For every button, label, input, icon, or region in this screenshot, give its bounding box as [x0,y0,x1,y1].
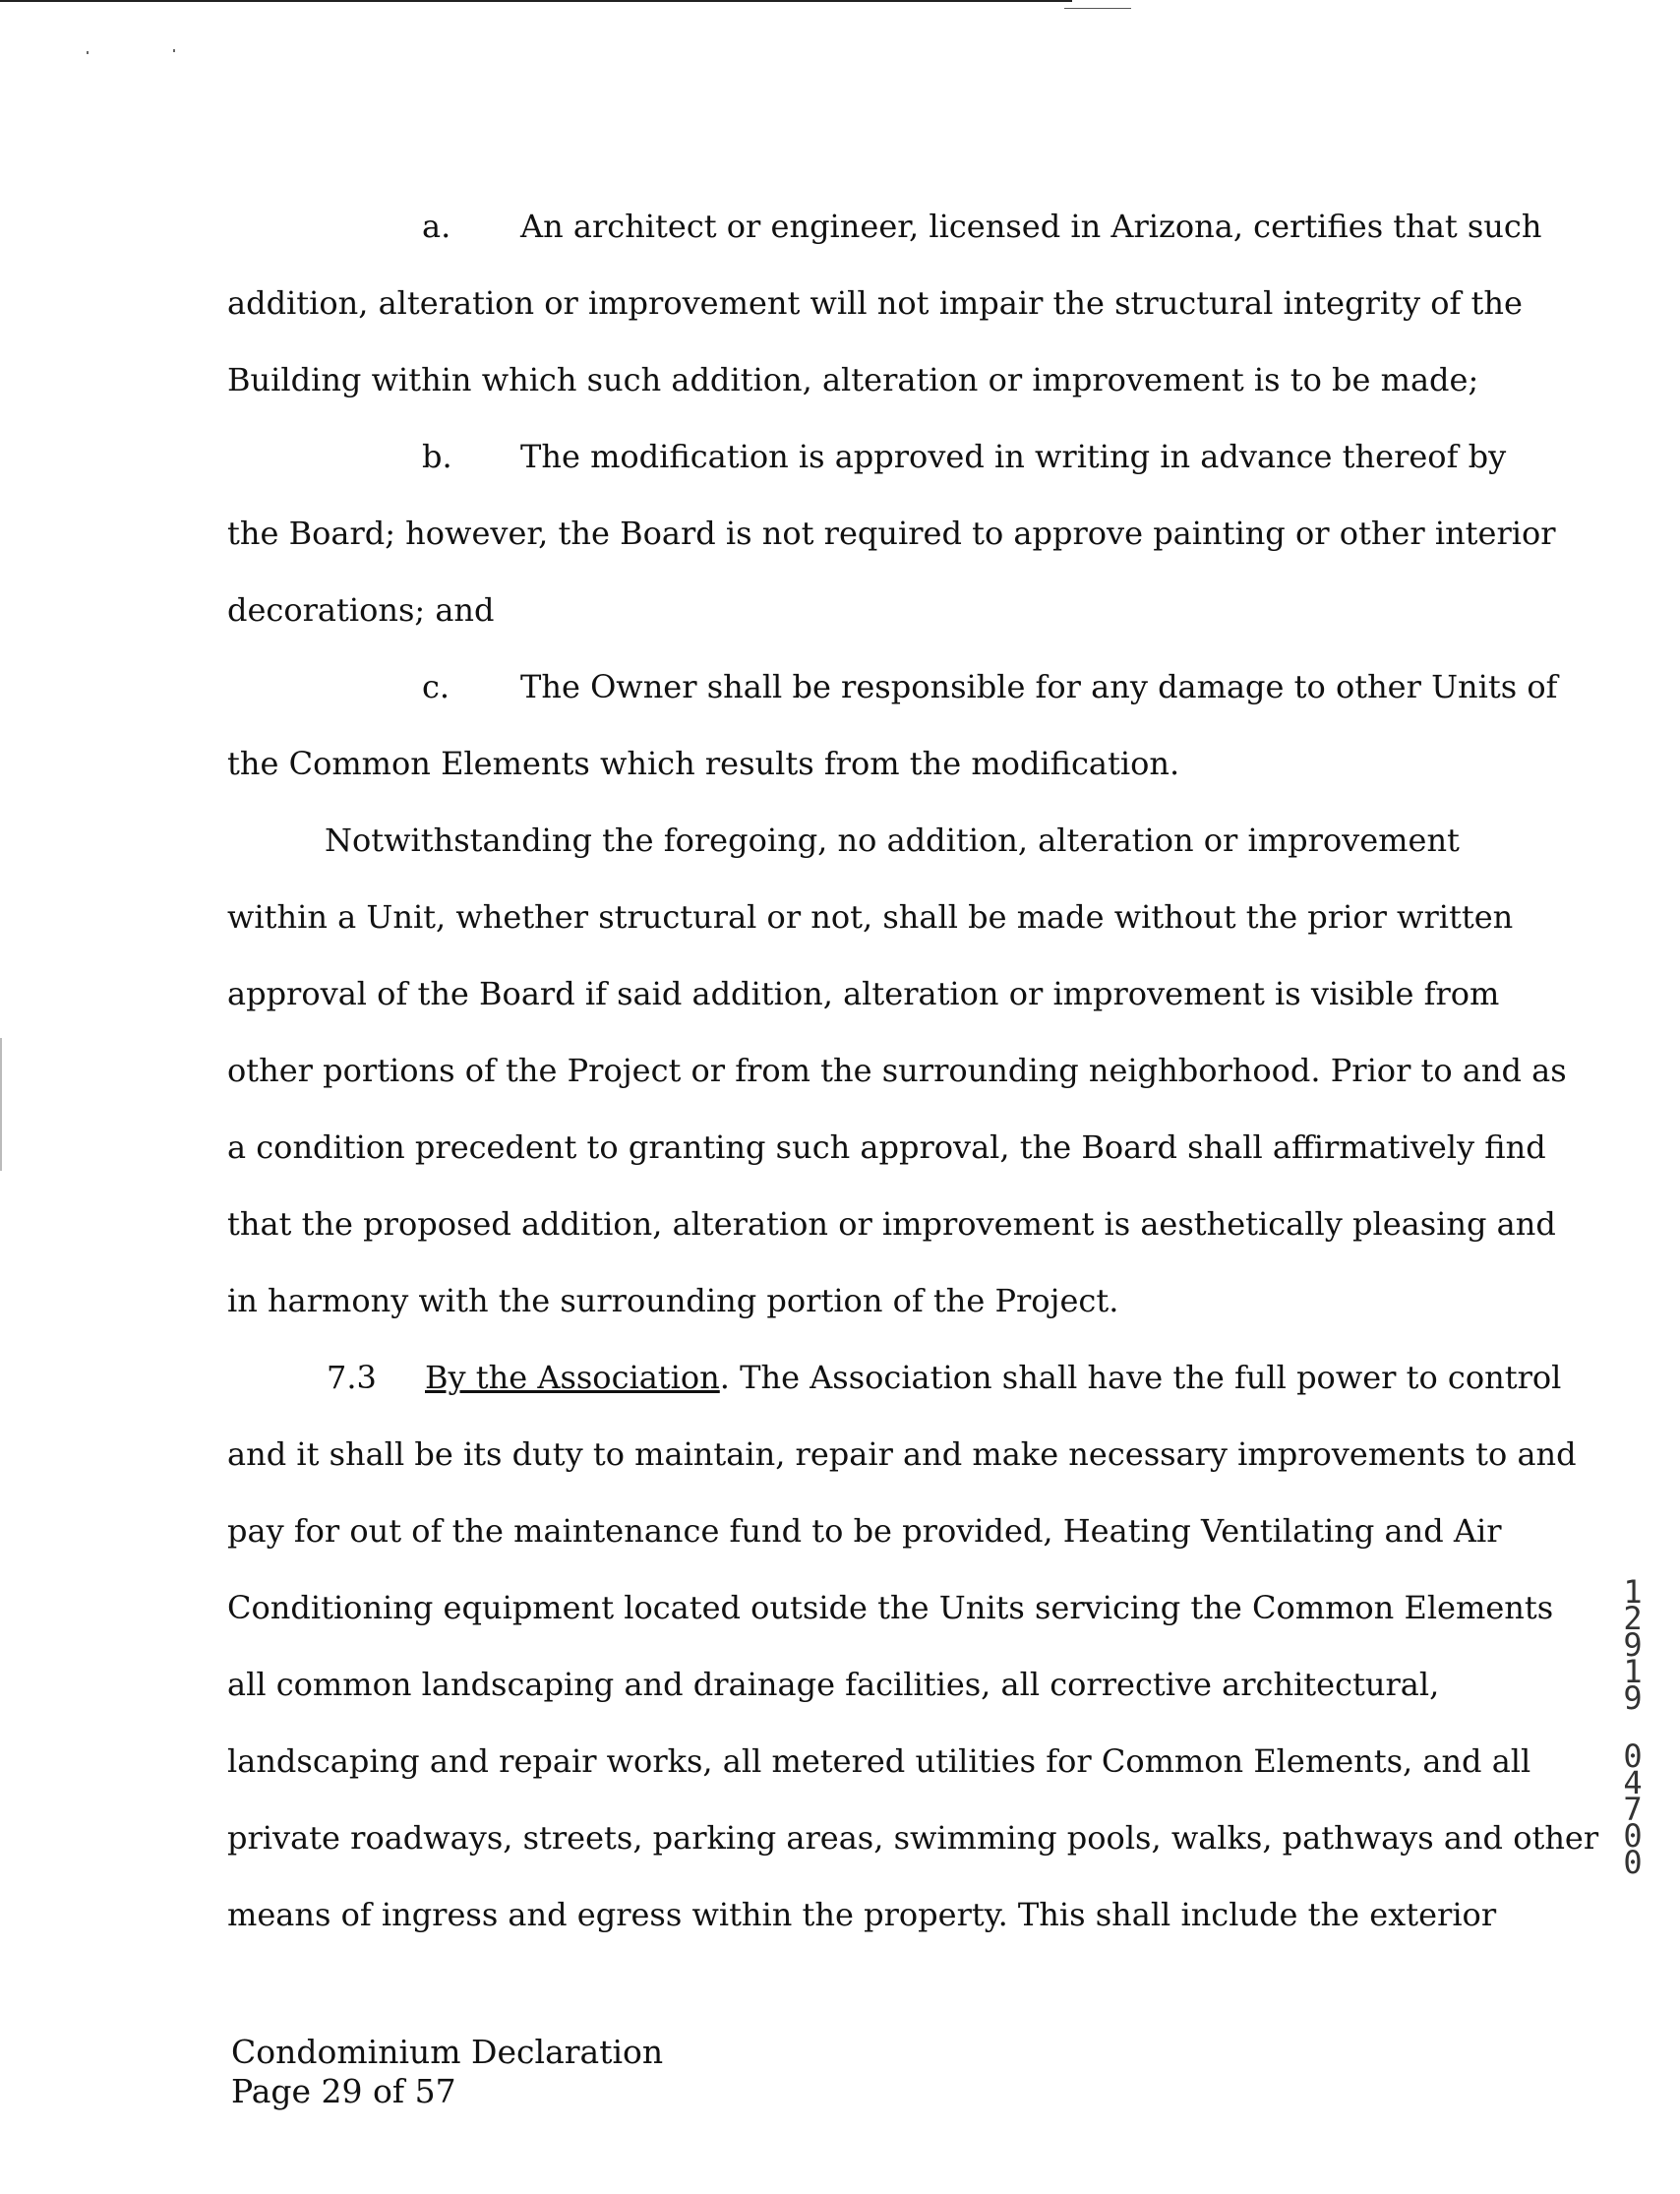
stamp-digit: 2 [1623,1600,1643,1637]
section-line: and it shall be its duty to maintain, repair and make necessary improvements to and [227,1435,1577,1473]
item-b-line: the Board; however, the Board is not required to approve painting or other interior [227,515,1556,552]
section-line: pay for out of the maintenance fund to be provided, Heating Ventilating and Air [227,1512,1502,1550]
top-scan-mark [1064,8,1131,9]
section-line: Conditioning equipment located outside the Units servicing the Common Elements [227,1589,1554,1626]
section-heading-rest: . The Association shall have the full power to control [719,1359,1562,1396]
section-heading-line [425,1358,1562,1397]
section-heading: By the Association [425,1359,720,1396]
scan-speck [173,49,175,52]
item-a-line: addition, alteration or improvement will not impair the structural integrity of the [227,284,1523,322]
item-c-marker: c. [422,668,450,705]
notwithstanding-line: other portions of the Project or from the surrounding neighborhood. Prior to and as [227,1052,1567,1089]
notwithstanding-line: in harmony with the surrounding portion of the Project. [227,1282,1119,1319]
item-b-line: decorations; and [227,591,495,629]
footer-page-label: Page 29 of 57 [231,2072,456,2110]
item-a-first-line: An architect or engineer, licensed in Arizona, certifies that such [520,208,1542,245]
notwithstanding-first-line: Notwithstanding the foregoing, no addition, alteration or improvement [325,822,1460,859]
stamp-digit: 1 [1623,1573,1643,1611]
stamp-digit: 7 [1623,1791,1643,1828]
top-scan-edge [0,0,1072,2]
notwithstanding-line: within a Unit, whether structural or not, shall be made without the prior written [227,898,1514,936]
stamp-digit: 9 [1623,1626,1643,1664]
item-c-line: the Common Elements which results from the modification. [227,745,1180,782]
section-number: 7.3 [327,1359,377,1396]
section-line: landscaping and repair works, all metered utilities for Common Elements, and all [227,1742,1531,1780]
section-line: all common landscaping and drainage facilities, all corrective architectural, [227,1666,1440,1703]
item-a-line: Building within which such addition, alteration or improvement is to be made; [227,361,1479,398]
section-line: means of ingress and egress within the property. This shall include the exterior [227,1896,1497,1933]
footer-doc-title: Condominium Declaration [231,2033,664,2071]
item-a-marker: a. [422,208,451,245]
item-b-marker: b. [422,438,452,475]
scan-speck [87,51,89,54]
left-scan-edge [0,1038,2,1171]
item-c-first-line: The Owner shall be responsible for any damage to other Units of [520,668,1558,705]
stamp-digit: 0 [1623,1737,1643,1775]
notwithstanding-line: approval of the Board if said addition, alteration or improvement is visible from [227,975,1500,1012]
recording-stamp [1616,1573,1650,1881]
notwithstanding-line: that the proposed addition, alteration or improvement is aesthetically pleasing and [227,1205,1556,1243]
stamp-digit: 4 [1623,1764,1643,1801]
stamp-digit: 0 [1623,1844,1643,1881]
item-b-first-line: The modification is approved in writing in advance thereof by [520,438,1507,475]
notwithstanding-line: a condition precedent to granting such approval, the Board shall affirmatively find [227,1128,1546,1166]
section-line: private roadways, streets, parking areas, swimming pools, walks, pathways and other [227,1819,1599,1857]
stamp-digit: 9 [1623,1679,1643,1717]
stamp-digit: 1 [1623,1653,1643,1690]
stamp-digit: 0 [1623,1817,1643,1855]
